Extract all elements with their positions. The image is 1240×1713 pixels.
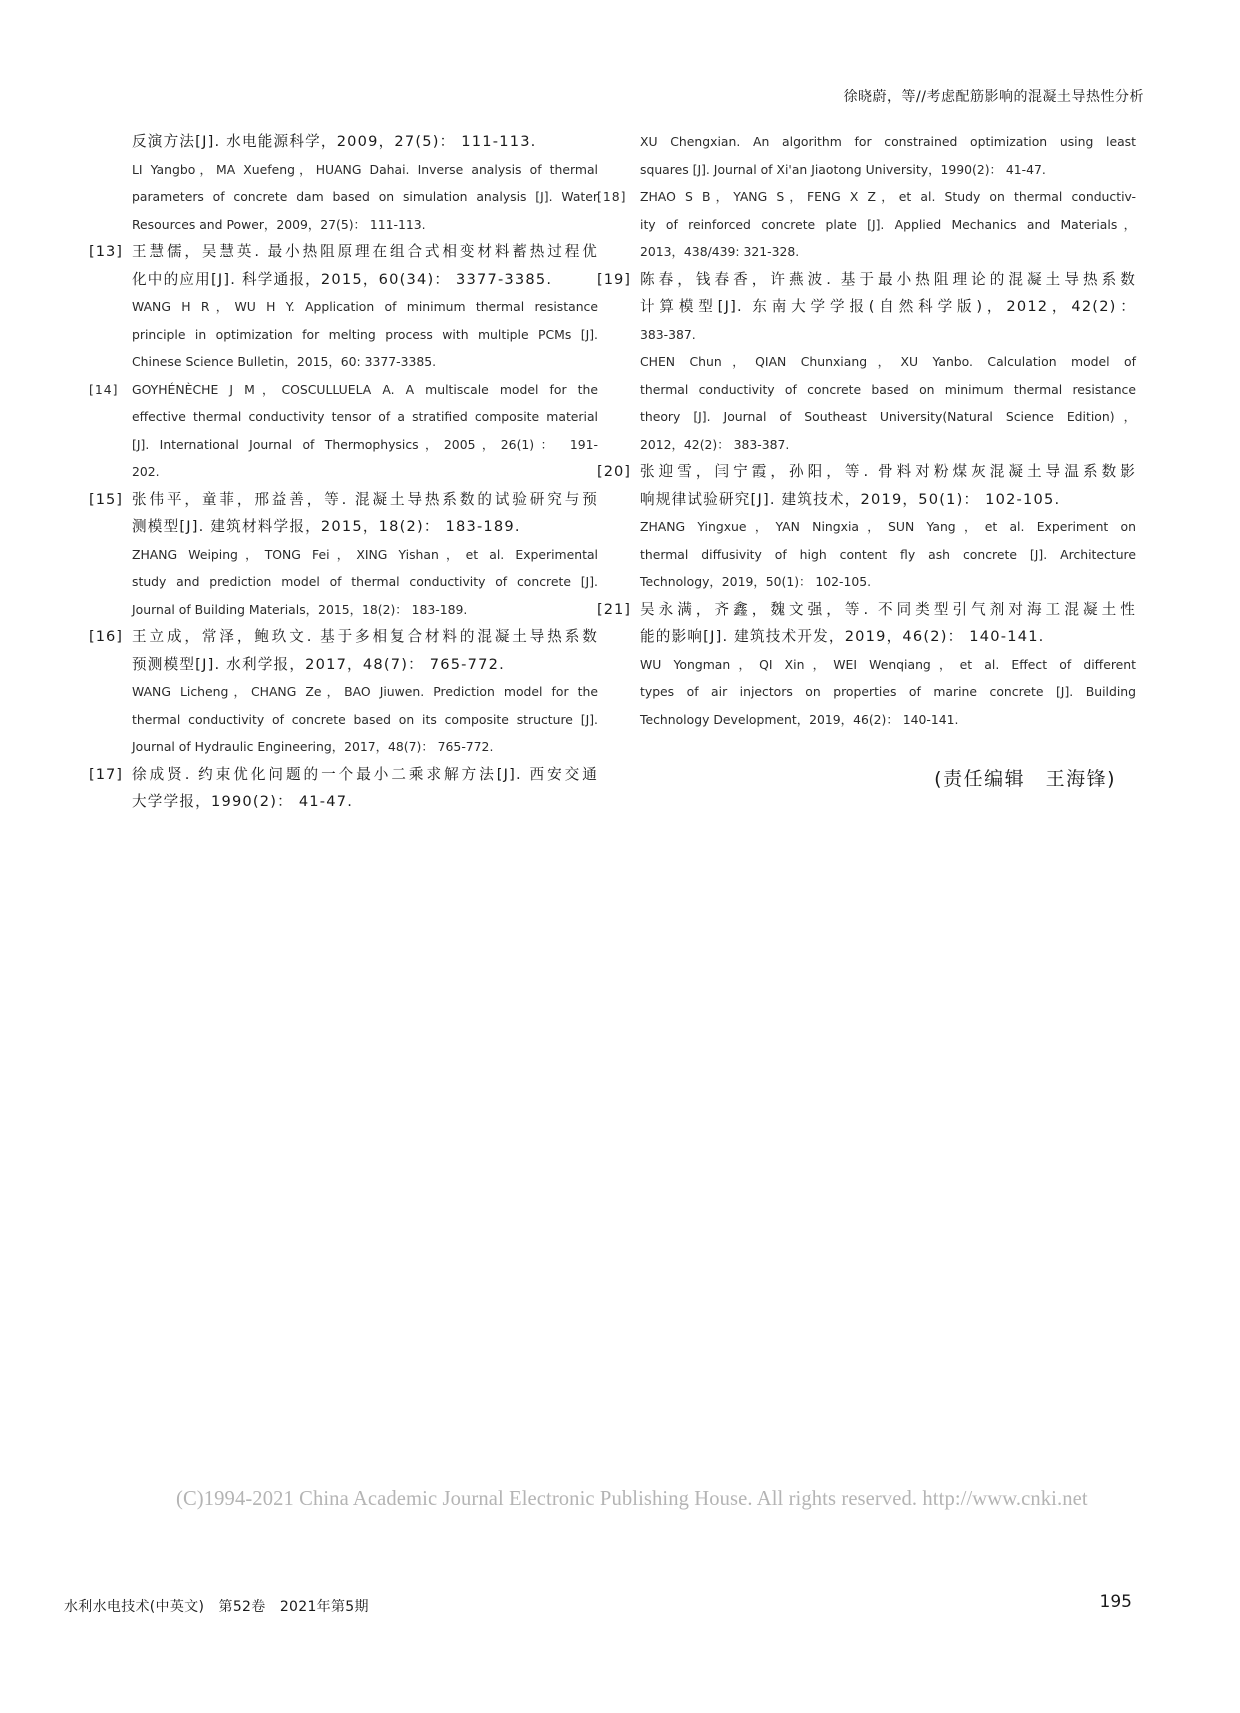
reference-entry (132, 128, 598, 238)
reference-line (132, 513, 598, 541)
reference-line (640, 541, 1136, 569)
reference-number: [18] (597, 189, 627, 204)
reference-text: [J]. International Journal of Thermophysics，2005，26(1)： 191- (132, 436, 598, 452)
reference-text: 预测模型[J]. 水利学报，2017，48(7)： 765-772. (132, 655, 505, 673)
reference-line (132, 733, 598, 761)
reference-line (640, 513, 1136, 541)
reference-line (89, 761, 598, 789)
reference-line (640, 376, 1136, 404)
reference-entry (89, 376, 598, 486)
reference-line (132, 403, 598, 431)
reference-line (640, 238, 1136, 266)
reference-line (132, 128, 598, 156)
reference-text: 202. (132, 464, 160, 479)
reference-line (132, 568, 598, 596)
reference-entry (89, 486, 598, 624)
reference-entry (89, 623, 598, 761)
reference-text: 吴永满，齐鑫，魏文强，等. 不同类型引气剂对海工混凝土性 (640, 600, 1136, 618)
reference-line (89, 238, 598, 266)
reference-text: squares [J]. Journal of Xi'an Jiaotong University，1990(2)： 41-47. (640, 161, 1046, 177)
reference-entry (640, 128, 1136, 183)
page-number: 195 (1099, 1592, 1132, 1612)
reference-text: 计算模型[J]. 东南大学学报(自然科学版)，2012，42(2)： (640, 298, 1136, 315)
reference-entry (89, 238, 598, 376)
reference-line (640, 623, 1136, 651)
reference-text: GOYHÉNÈCHE J M，COSCULLUELA A. A multiscale model for the (132, 381, 598, 397)
reference-text: thermal conductivity of concrete based on minimum thermal resistance (640, 381, 1136, 397)
reference-text: 王立成，常泽，鲍玖文. 基于多相复合材料的混凝土导热系数 (132, 628, 598, 645)
reference-line (640, 321, 1136, 349)
reference-line (640, 706, 1136, 734)
reference-text: 反演方法[J]. 水电能源科学，2009，27(5)： 111-113. (132, 133, 537, 150)
reference-text: effective thermal conductivity tensor of a stratified composite material (132, 409, 598, 424)
reference-text: WANG H R，WU H Y. Application of minimum thermal resistance (132, 299, 598, 314)
reference-text: 陈春，钱春香，许燕波. 基于最小热阻理论的混凝土导热系数 (640, 270, 1136, 288)
responsible-editor: (责任编辑 王海锋) (934, 768, 1116, 790)
reference-line (132, 293, 598, 321)
reference-line (640, 293, 1136, 321)
reference-line (132, 706, 598, 734)
reference-text: 能的影响[J]. 建筑技术开发，2019，46(2)： 140-141. (640, 628, 1045, 645)
reference-line (640, 651, 1136, 679)
reference-line (132, 541, 598, 569)
reference-number: [17] (89, 765, 123, 783)
reference-line (132, 596, 598, 624)
reference-line (597, 183, 1136, 211)
copyright-watermark: (C)1994-2021 China Academic Journal Electronic Publishing House. All rights reserved. http://www.cnki.net (176, 1488, 1088, 1510)
reference-number: [20] (597, 463, 631, 480)
reference-text: 张伟平，童菲，邢益善，等. 混凝土导热系数的试验研究与预 (132, 490, 598, 508)
reference-line (640, 348, 1136, 376)
reference-text: CHEN Chun，QIAN Chunxiang，XU Yanbo. Calculation model of (640, 354, 1136, 369)
running-head: 徐晓蔚，等//考虑配筋影响的混凝土导热性分析 (843, 89, 1144, 105)
reference-text: principle in optimization for melting process with multiple PCMs [J]. (132, 326, 598, 342)
right-column (597, 128, 1136, 733)
reference-text: theory [J]. Journal of Southeast University(Natural Science Edition)， (640, 409, 1136, 424)
reference-text: 张迎雪，闫宁霞，孙阳，等. 骨料对粉煤灰混凝土导温系数影 (640, 463, 1136, 480)
reference-line (132, 678, 598, 706)
reference-text: ity of reinforced concrete plate [J]. Applied Mechanics and Materials， (640, 216, 1136, 232)
reference-entry (597, 266, 1136, 459)
reference-text: WU Yongman，QI Xin，WEI Wenqiang，et al. Effect of different (640, 656, 1136, 672)
reference-line (132, 183, 598, 211)
reference-number: [13] (89, 243, 123, 260)
reference-text: 大学学报，1990(2)： 41-47. (132, 793, 354, 810)
reference-text: LI Yangbo，MA Xuefeng，HUANG Dahai. Inverse analysis of thermal (132, 161, 598, 177)
reference-line (597, 266, 1136, 294)
reference-number: [14] (89, 381, 119, 397)
reference-line (132, 431, 598, 459)
reference-line (597, 458, 1136, 486)
reference-entry (597, 183, 1136, 266)
reference-text: ZHANG Yingxue，YAN Ningxia，SUN Yang，et al. Experiment on (640, 519, 1136, 534)
reference-line (132, 788, 598, 816)
reference-text: types of air injectors on properties of marine concrete [J]. Building (640, 684, 1136, 699)
reference-text: 2012，42(2)： 383-387. (640, 436, 790, 452)
reference-line (640, 486, 1136, 514)
reference-text: ZHAO S B，YANG S，FENG X Z，et al. Study on thermal conductiv- (640, 189, 1136, 204)
reference-entry (597, 458, 1136, 596)
reference-text: 王慧儒，吴慧英. 最小热阻原理在组合式相变材料蓄热过程优 (132, 243, 598, 260)
reference-line (640, 678, 1136, 706)
reference-line (640, 568, 1136, 596)
reference-line (89, 376, 598, 404)
reference-text: 化中的应用[J]. 科学通报，2015，60(34)： 3377-3385. (132, 270, 553, 288)
reference-text: 测模型[J]. 建筑材料学报，2015，18(2)： 183-189. (132, 518, 521, 535)
reference-text: WANG Licheng，CHANG Ze，BAO Jiuwen. Prediction model for the (132, 684, 598, 699)
reference-text: Journal of Hydraulic Engineering，2017，48(7)： 765-772. (132, 739, 494, 754)
reference-line (132, 458, 598, 486)
reference-line (640, 403, 1136, 431)
journal-footer: 水利水电技术(中英文) 第52卷 2021年第5期 (64, 1599, 369, 1615)
reference-text: Resources and Power，2009，27(5)： 111-113. (132, 216, 426, 232)
reference-text: 2013，438/439: 321-328. (640, 244, 800, 259)
reference-line (640, 156, 1136, 184)
reference-text: parameters of concrete dam based on simulation analysis [J]. Water (132, 189, 598, 204)
reference-entry (597, 596, 1136, 734)
reference-number: [16] (89, 628, 123, 645)
reference-text: XU Chengxian. An algorithm for constrained optimization using least (640, 134, 1136, 149)
reference-line (89, 623, 598, 651)
reference-line (640, 431, 1136, 459)
reference-line (640, 128, 1136, 156)
reference-number: [15] (89, 490, 123, 508)
reference-line (132, 211, 598, 239)
reference-text: 383-387. (640, 326, 696, 342)
reference-line (640, 211, 1136, 239)
reference-entry (89, 761, 598, 816)
reference-line (132, 348, 598, 376)
reference-text: thermal diffusivity of high content fly ash concrete [J]. Architecture (640, 546, 1136, 562)
reference-text: study and prediction model of thermal conductivity of concrete [J]. (132, 574, 598, 589)
reference-line (89, 486, 598, 514)
reference-text: Technology，2019，50(1)： 102-105. (640, 574, 872, 589)
reference-number: [21] (597, 600, 631, 618)
reference-line (132, 156, 598, 184)
reference-line (132, 321, 598, 349)
reference-text: thermal conductivity of concrete based on its composite structure [J]. (132, 711, 598, 727)
reference-text: Chinese Science Bulletin，2015，60: 3377-3385. (132, 354, 437, 369)
reference-line (132, 266, 598, 294)
left-column (89, 128, 598, 816)
reference-text: 徐成贤. 约束优化问题的一个最小二乘求解方法[J]. 西安交通 (132, 765, 598, 783)
reference-text: 响规律试验研究[J]. 建筑技术，2019，50(1)： 102-105. (640, 490, 1061, 508)
reference-number: [19] (597, 270, 631, 288)
reference-line (132, 651, 598, 679)
reference-text: ZHANG Weiping，TONG Fei，XING Yishan，et al. Experimental (132, 546, 598, 562)
reference-line (597, 596, 1136, 624)
reference-text: Journal of Building Materials，2015，18(2)： 183-189. (132, 601, 468, 617)
reference-text: Technology Development，2019，46(2)： 140-141. (640, 711, 959, 727)
